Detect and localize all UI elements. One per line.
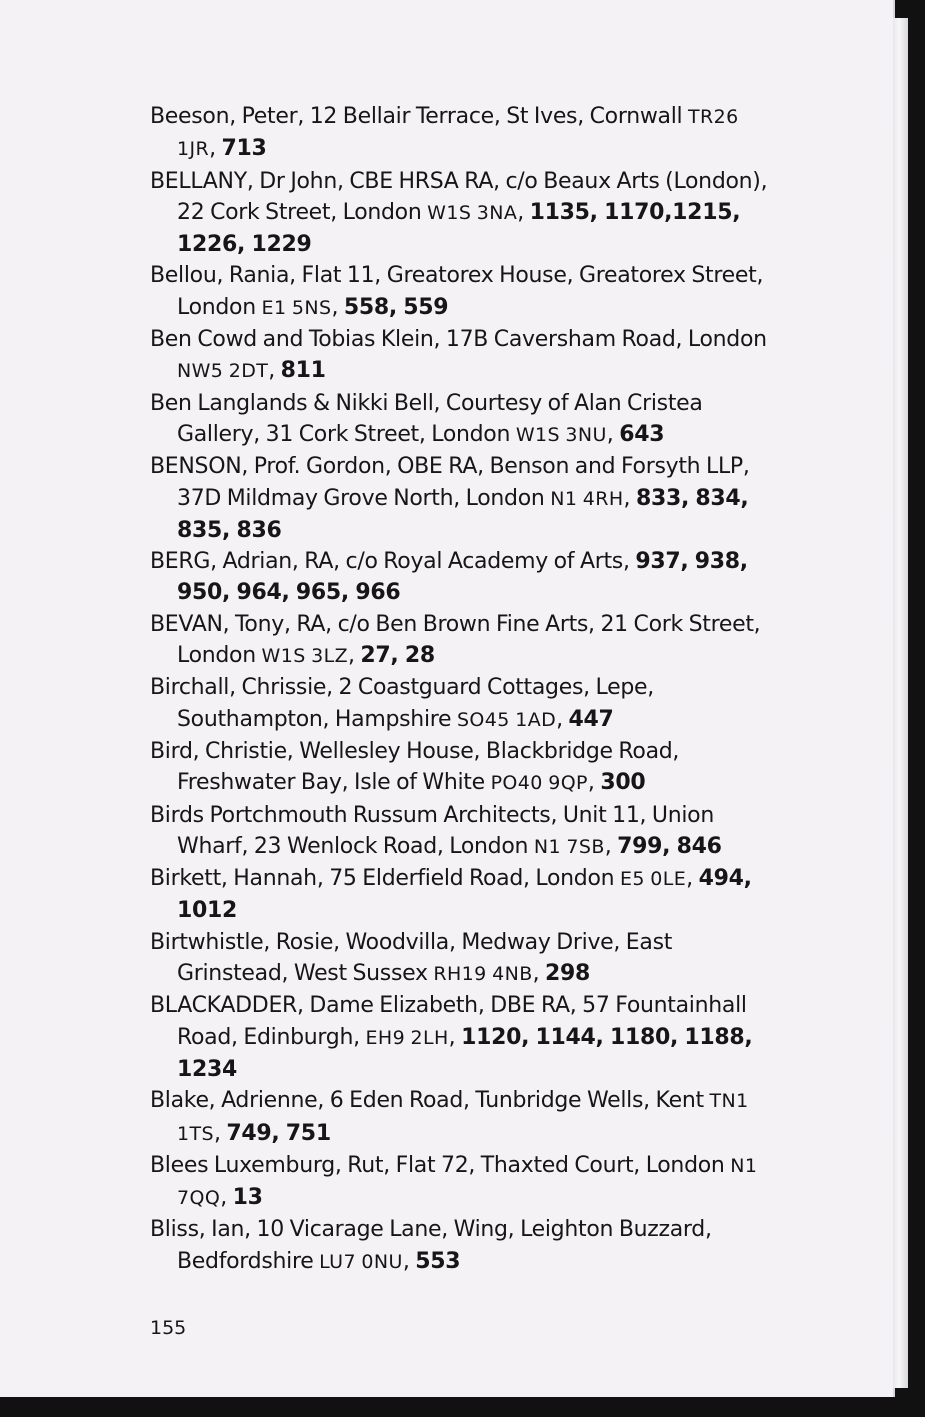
- index-entry: Birds Portchmouth Russum Architects, Unit 11, Union Wharf, 23 Wenlock Road, London N1 7SB, 799, 846: [150, 802, 722, 859]
- entry-pages: 553: [415, 1248, 461, 1274]
- entry-text: BERG, Adrian, RA, c/o Royal Academy of Arts: [150, 549, 623, 575]
- entry-postcode: W1S 3NU: [515, 423, 607, 446]
- entry-text: Ben Cowd and Tobias Klein, 17B Caversham Road, London: [150, 327, 767, 353]
- entry-text: BLACKADDER, Dame Elizabeth, DBE RA, 57 Fountainhall Road, Edinburgh,: [150, 993, 747, 1050]
- entry-pages: 833, 834, 835, 836: [177, 485, 749, 543]
- entry-pages: 494, 1012: [177, 866, 752, 924]
- entry-pages: 811: [280, 358, 326, 384]
- entry-postcode: W1S 3NA: [427, 201, 518, 224]
- entry-text: Birtwhistle, Rosie, Woodvilla, Medway Drive, East Grinstead, West Sussex: [150, 929, 673, 987]
- index-entry: Blake, Adrienne, 6 Eden Road, Tunbridge Wells, Kent TN1 1TS, 749, 751: [150, 1088, 749, 1146]
- entry-text: Birchall, Chrissie, 2 Coastguard Cottages, Lepe, Southampton, Hampshire: [150, 675, 654, 732]
- index-entry: Blees Luxemburg, Rut, Flat 72, Thaxted Court, London N1 7QQ, 13: [150, 1152, 758, 1211]
- page-number: 155: [150, 1317, 187, 1339]
- entry-text: Birds Portchmouth Russum Architects, Unit 11, Union Wharf, 23 Wenlock Road, London: [150, 802, 714, 859]
- entry-text: Blees Luxemburg, Rut, Flat 72, Thaxted Court, London: [150, 1152, 725, 1178]
- index-entry: BLACKADDER, Dame Elizabeth, DBE RA, 57 Fountainhall Road, Edinburgh, EH9 2LH, 1120, 1144, 1180, 1188, 1234: [150, 993, 753, 1082]
- index-entry: Bird, Christie, Wellesley House, Blackbridge Road, Freshwater Bay, Isle of White PO40 9QP, 300: [150, 738, 680, 796]
- entry-postcode: EH9 2LH: [365, 1026, 449, 1049]
- entry-pages: 13: [232, 1185, 263, 1211]
- page-edge: [893, 18, 908, 1388]
- entry-text: BENSON, Prof. Gordon, OBE RA, Benson and Forsyth LLP, 37D Mildmay Grove North, London: [150, 454, 750, 511]
- index-entry: Bellou, Rania, Flat 11, Greatorex House, Greatorex Street, London E1 5NS, 558, 559: [150, 263, 764, 320]
- entry-pages: 300: [600, 770, 646, 796]
- index-entry: Beeson, Peter, 12 Bellair Terrace, St Ives, Cornwall TR26 1JR, 713: [150, 104, 739, 162]
- entry-pages: 799, 846: [617, 833, 722, 859]
- index-entry: Ben Langlands & Nikki Bell, Courtesy of Alan Cristea Gallery, 31 Cork Street, London W1S 3NU, 643: [150, 390, 703, 447]
- entry-text: Bliss, Ian, 10 Vicarage Lane, Wing, Leighton Buzzard, Bedfordshire: [150, 1217, 712, 1274]
- entry-pages: 558, 559: [343, 294, 449, 320]
- entry-pages: 1120, 1144, 1180, 1188, 1234: [177, 1024, 753, 1082]
- entry-postcode: SO45 1AD: [456, 708, 557, 731]
- entry-text: Beeson, Peter, 12 Bellair Terrace, St Ives, Cornwall: [150, 104, 683, 129]
- index-entries: [150, 101, 770, 1278]
- entry-postcode: TN1 1TS: [177, 1090, 749, 1145]
- index-entry: BENSON, Prof. Gordon, OBE RA, Benson and Forsyth LLP, 37D Mildmay Grove North, London N1 4RH, 833, 834, 835, 836: [150, 454, 750, 543]
- index-entry: Birkett, Hannah, 75 Elderfield Road, London E5 0LE, 494, 1012: [150, 866, 752, 924]
- entry-text: Blake, Adrienne, 6 Eden Road, Tunbridge Wells, Kent: [150, 1088, 704, 1114]
- entry-text: Birkett, Hannah, 75 Elderfield Road, London: [150, 866, 615, 892]
- entry-postcode: E1 5NS: [261, 296, 332, 319]
- index-entry: BELLANY, Dr John, CBE HRSA RA, c/o Beaux Arts (London), 22 Cork Street, London W1S 3NA, 1135, 1170,1215, 1226, 1229: [150, 168, 768, 258]
- entry-text: Bird, Christie, Wellesley House, Blackbridge Road, Freshwater Bay, Isle of White: [150, 738, 680, 796]
- entry-pages: 298: [545, 961, 591, 987]
- index-entry: Ben Cowd and Tobias Klein, 17B Caversham Road, London NW5 2DT, 811: [150, 327, 767, 384]
- entry-postcode: E5 0LE: [619, 868, 687, 891]
- entry-pages: 749, 751: [226, 1120, 331, 1146]
- entry-postcode: W1S 3LZ: [261, 645, 349, 668]
- entry-postcode: LU7 0NU: [319, 1250, 403, 1273]
- entry-text: Ben Langlands & Nikki Bell, Courtesy of Alan Cristea Gallery, 31 Cork Street, London: [150, 390, 703, 447]
- index-entry: Birchall, Chrissie, 2 Coastguard Cottages, Lepe, Southampton, Hampshire SO45 1AD, 447: [150, 675, 654, 732]
- index-entry: Bliss, Ian, 10 Vicarage Lane, Wing, Leighton Buzzard, Bedfordshire LU7 0NU, 553: [150, 1217, 712, 1274]
- entry-pages: 27, 28: [360, 643, 435, 669]
- entry-postcode: TR26 1JR: [177, 106, 739, 161]
- entry-pages: 643: [619, 421, 665, 447]
- entry-text: BELLANY, Dr John, CBE HRSA RA, c/o Beaux Arts (London), 22 Cork Street, London: [150, 168, 768, 225]
- entry-pages: 1135, 1170,1215, 1226, 1229: [177, 199, 741, 258]
- entry-postcode: N1 4RH: [550, 487, 624, 510]
- entry-text: Bellou, Rania, Flat 11, Greatorex House, Greatorex Street, London: [150, 263, 764, 320]
- index-entry: BERG, Adrian, RA, c/o Royal Academy of Arts, 937, 938, 950, 964, 965, 966: [150, 549, 748, 606]
- entry-pages: 447: [568, 706, 614, 732]
- entry-postcode: RH19 4NB: [433, 963, 533, 986]
- entry-pages: 713: [221, 136, 267, 162]
- entry-postcode: PO40 9QP: [490, 772, 588, 795]
- entry-postcode: N1 7SB: [533, 835, 605, 858]
- entry-postcode: N1 7QQ: [177, 1154, 758, 1210]
- index-entry: BEVAN, Tony, RA, c/o Ben Brown Fine Arts, 21 Cork Street, London W1S 3LZ, 27, 28: [150, 611, 761, 669]
- index-entry: Birtwhistle, Rosie, Woodvilla, Medway Drive, East Grinstead, West Sussex RH19 4NB, 298: [150, 929, 673, 987]
- entry-text: BEVAN, Tony, RA, c/o Ben Brown Fine Arts, 21 Cork Street, London: [150, 611, 761, 669]
- entry-pages: 937, 938, 950, 964, 965, 966: [177, 549, 748, 606]
- entry-postcode: NW5 2DT: [177, 360, 269, 383]
